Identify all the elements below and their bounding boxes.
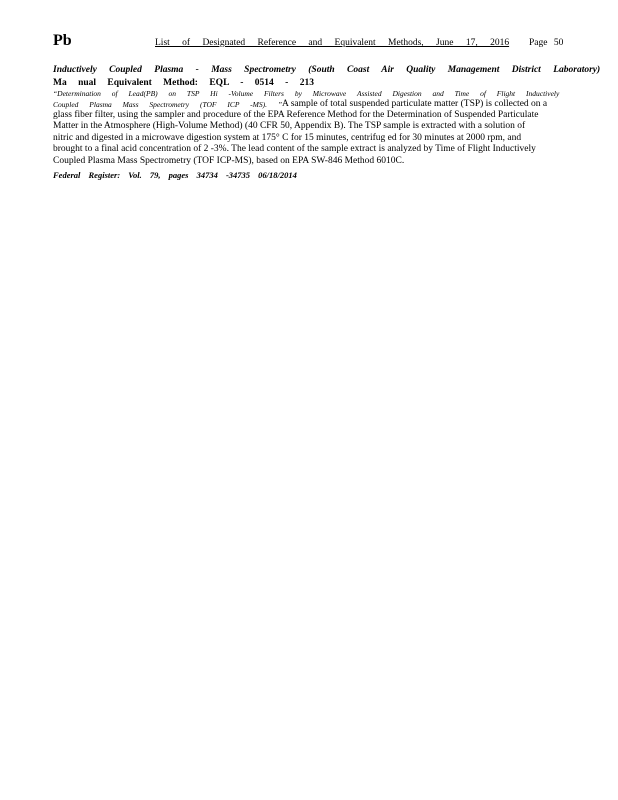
description-line: A sample of total suspended particulate matter (TSP) is collected on a	[282, 99, 548, 109]
description-line: Matter in the Atmosphere (High-Volume Method) (40 CFR 50, Appendix B). The TSP sample is extracted with a solution of	[53, 121, 526, 131]
description-line: glass fiber filter, using the sampler and procedure of the EPA Reference Method for the Determination of Suspended Particulate	[53, 110, 539, 120]
method-title-italic-line-1: “Determination of Lead(PB) on TSP Hi -Volume Filters by Microwave Assisted Digestion and Time of Flight Inductively	[53, 89, 560, 98]
description-line: brought to a final acid concentration of 2 -3%. The lead content of the sample extract is analyzed by Time of Flight Inductively	[53, 144, 536, 154]
method-name: Inductively Coupled Plasma - Mass Spectrometry (South Coast Air Quality Management District Laboratory)	[53, 65, 601, 75]
federal-register-citation: Federal Register: Vol. 79, pages 34734 -34735 06/18/2014	[53, 170, 297, 180]
description-line: nitric and digested in a microwave digestion system at 175° C for 15 minutes, centrifug ed for 30 minutes at 2000 rpm, and	[53, 133, 522, 143]
pollutant-heading: Pb	[53, 32, 72, 49]
method-title-italic-line-2: Coupled Plasma Mass Spectrometry (TOF ICP -MS). ”	[53, 100, 283, 109]
description-line: Coupled Plasma Mass Spectrometry (TOF ICP-MS), based on EPA SW-846 Method 6010C.	[53, 156, 405, 166]
document-title: List of Designated Reference and Equivalent Methods, June 17, 2016	[155, 38, 510, 48]
method-designation: Ma nual Equivalent Method: EQL - 0514 - 213	[53, 78, 314, 88]
page-number: Page 50	[529, 38, 564, 48]
